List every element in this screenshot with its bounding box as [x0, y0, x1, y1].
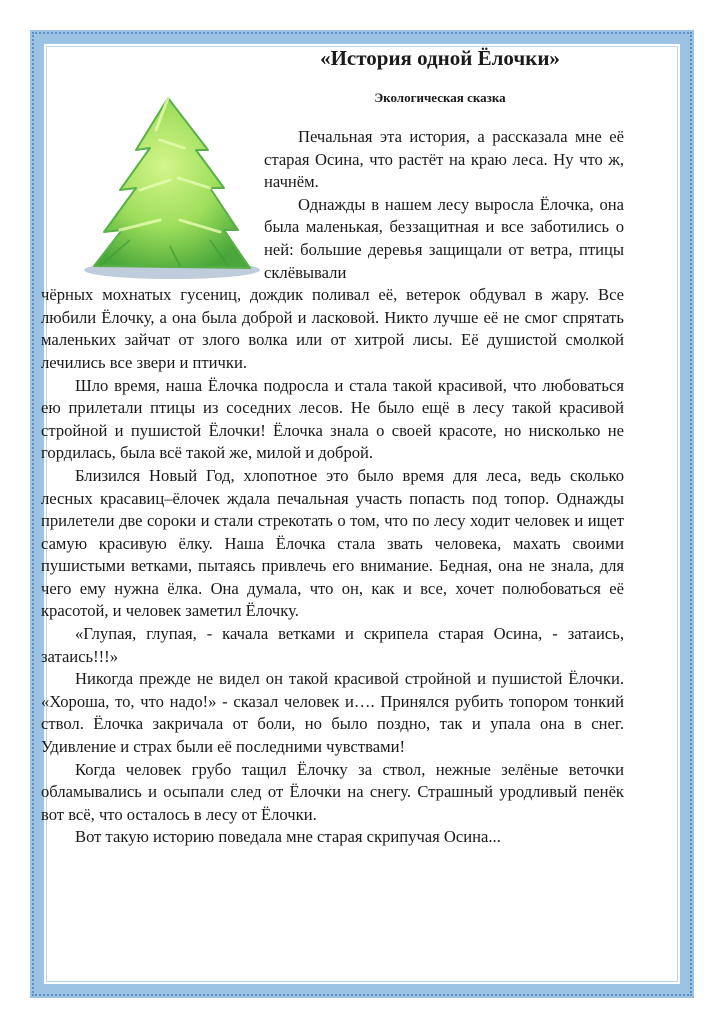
paragraph: Когда человек грубо тащил Ёлочку за ствол, нежные зелёные веточки обламывались и осыпали след от Ёлочки на снегу. Страшный уродливый пенёк вот всё, что осталось в лесу от Ёлочки. [41, 759, 624, 824]
paragraph: Никогда прежде не видел он такой красивой стройной и пушистой Ёлочки. «Хороша, то, что надо!» - сказал человек и…. Принялся рубить топором тонкий ствол. Ёлочка закричала от боли, но было поздно, так и упала она в снег. Удивление и страх были её последними чувствами! [41, 669, 624, 757]
paragraph: «Глупая, глупая, - качала ветками и скрипела старая Осина, - затаись, затаись!!!» [41, 624, 624, 666]
story-text [41, 126, 624, 849]
paragraph: Близился Новый Год, хлопотное это было время для леса, ведь сколько лесных красавиц–ёлочек ждала печальная участь попасть под топор. Однажды прилетели две сороки и стали стрекотать о том, что по лесу ходит человек и ищет самую красивую ёлку. Наша Ёлочка стала звать человека, махать своими пушистыми ветками, пытаясь привлечь его внимание. Бедная, она не знала, для чего ему нужна ёлка. Она думала, что он, как и все, хочет полюбоваться её красотой, и человек заметил Ёлочку. [41, 465, 624, 621]
paragraph: Однажды в нашем лесу выросла Ёлочка, она была маленькая, беззащитная и все заботились о ней: большие деревья защищали от ветра, птицы склёвывали [264, 194, 624, 282]
paragraph: Вот такую историю поведала мне старая скрипучая Осина... [75, 827, 501, 847]
paragraph: Печальная эта история, а рассказала мне её старая Осина, что растёт на краю леса. Ну что ж, начнём. [264, 127, 624, 192]
story-subtitle: Экологическая сказка [374, 90, 506, 105]
paragraph: Шло время, наша Ёлочка подросла и стала такой красивой, что любоваться ею прилетали птицы из соседних лесов. Не было ещё в лесу такой красивой стройной и пушистой Ёлочки! Ёлочка знала о своей красоте, но нисколько не гордилась, была всё такой же, милой и доброй. [41, 375, 624, 463]
story-title: «История одной Ёлочки» [320, 46, 560, 70]
paragraph: чёрных мохнатых гусениц, дождик поливал её, ветерок обдувал в жару. Все любили Ёлочку, а она была доброй и ласковой. Никто лучше её не смог спрятать маленьких зайчат от злого волка или от хитрой лисы. Её душистой смолкой лечились все звери и птички. [41, 285, 624, 372]
